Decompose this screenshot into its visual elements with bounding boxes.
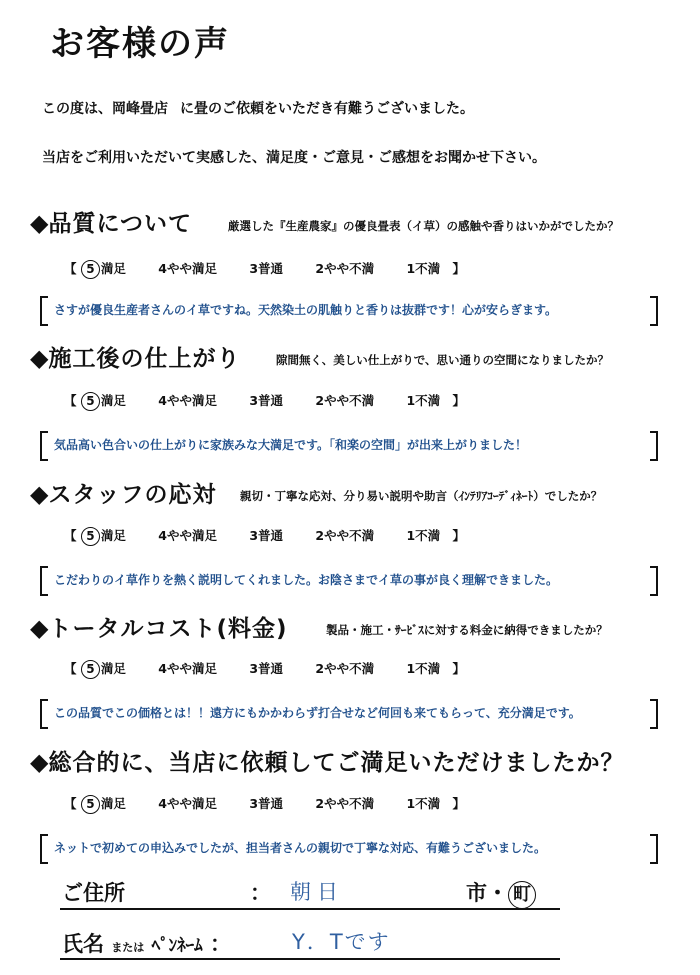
rating-option-4: 4やや満足 <box>158 393 217 408</box>
section-cost-heading <box>30 610 288 643</box>
rating-scale <box>64 391 465 411</box>
rating-option-3: 3普通 <box>249 393 284 408</box>
comment-box <box>40 296 658 322</box>
selected-rating-circle: 5 <box>81 795 100 814</box>
bracket-open: 【 <box>64 796 77 811</box>
machi-circled: 町 <box>508 881 536 909</box>
page-title: お客様の声 <box>50 24 230 64</box>
bracket-left <box>40 834 48 864</box>
bracket-close: 】 <box>452 528 466 543</box>
rating-scale <box>64 659 465 679</box>
name-label-or: または <box>111 941 145 954</box>
name-colon: ： <box>209 932 231 956</box>
rating-option-4: 4やや満足 <box>158 661 217 676</box>
shi-label: 市 <box>466 881 487 905</box>
rating-option-1: 1不満 <box>406 661 441 676</box>
bracket-close: 】 <box>452 393 466 408</box>
rating-option-4: 4やや満足 <box>158 528 217 543</box>
rating-scale <box>64 794 465 814</box>
section-question: 隙間無く、美しい仕上がりで、思い通りの空間になりましたか？ <box>276 353 610 367</box>
customer-comment: さすが優良生産者さんのイ草ですね。天然染土の肌触りと香りは抜群です！心が安らぎます。 <box>54 303 558 317</box>
bracket-close: 】 <box>452 796 466 811</box>
rating-option-1: 1不満 <box>406 261 441 276</box>
intro-prefix: この度は、 <box>42 101 112 117</box>
section-question: 製品・施工・ｻｰﾋﾞｽに対する料金に納得できましたか？ <box>326 623 608 637</box>
shop-name: 岡峰畳店 <box>112 101 168 117</box>
separator-dot: ・ <box>487 881 508 905</box>
address-label: ご住所 <box>62 881 125 905</box>
intro-suffix: に畳のご依頼をいただき有難うございました。 <box>180 101 474 117</box>
bracket-open: 【 <box>64 661 77 676</box>
customer-comment: こだわりのイ草作りを熱く説明してくれました。お陰さまでイ草の事が良く理解できました。 <box>54 573 559 587</box>
diamond-icon: ◆ <box>30 344 49 372</box>
section-question: 厳選した『生産農家』の優良畳表（イ草）の感触や香りはいかがでしたか？ <box>228 219 619 233</box>
diamond-icon: ◆ <box>30 748 49 776</box>
section-title: スタッフの応対 <box>48 482 217 508</box>
name-label-pen: ﾍﾟﾝﾈｰﾑ <box>151 936 203 956</box>
section-title: 品質について <box>48 211 193 237</box>
diamond-icon: ◆ <box>30 614 49 642</box>
rating-option-5: 満足 <box>100 393 126 408</box>
bracket-left <box>40 296 48 326</box>
name-underline <box>60 958 560 960</box>
rating-option-4: 4やや満足 <box>158 261 217 276</box>
bracket-open: 【 <box>64 261 77 276</box>
customer-comment: この品質でこの価格とは！！遠方にもかかわらず打合せなど何回も来てもらって、充分満足です。 <box>54 706 581 720</box>
bracket-left <box>40 699 48 729</box>
section-title: 総合的に、当店に依頼してご満足いただけましたか？ <box>48 750 625 776</box>
customer-comment: ネットで初めての申込みでしたが、担当者さんの親切で丁寧な対応、有難うございました。 <box>54 841 547 855</box>
bracket-left <box>40 431 48 461</box>
comment-box <box>40 431 658 457</box>
section-finish-heading <box>30 340 240 373</box>
address-city-value: 朝日 <box>290 880 344 904</box>
intro-line-2: 当店をご利用いただいて実感した、満足度・ご意見・ご感想をお聞かせ下さい。 <box>42 150 546 166</box>
rating-option-1: 1不満 <box>406 393 441 408</box>
rating-scale <box>64 526 465 546</box>
section-title: 施工後の仕上がり <box>48 346 241 372</box>
rating-option-2: 2やや不満 <box>315 393 375 408</box>
selected-rating-circle: 5 <box>81 392 100 411</box>
bracket-open: 【 <box>64 393 77 408</box>
bracket-open: 【 <box>64 528 77 543</box>
diamond-icon: ◆ <box>30 209 49 237</box>
diamond-icon: ◆ <box>30 480 49 508</box>
bracket-right <box>650 566 658 596</box>
section-overall-heading <box>30 744 624 777</box>
bracket-close: 】 <box>452 661 466 676</box>
bracket-right <box>650 699 658 729</box>
address-city-suffix <box>466 877 536 909</box>
rating-option-2: 2やや不満 <box>315 796 375 811</box>
address-colon: ： <box>250 881 271 905</box>
rating-scale <box>64 259 465 279</box>
rating-option-2: 2やや不満 <box>315 528 375 543</box>
rating-option-4: 4やや満足 <box>158 796 217 811</box>
bracket-close: 】 <box>452 261 466 276</box>
comment-box <box>40 834 658 860</box>
rating-option-3: 3普通 <box>249 661 284 676</box>
address-underline <box>60 908 560 910</box>
comment-box <box>40 699 658 725</box>
rating-option-5: 満足 <box>100 261 126 276</box>
name-label <box>62 928 231 958</box>
section-title: トータルコスト(料金) <box>48 616 288 642</box>
section-quality-heading <box>30 205 192 238</box>
rating-option-3: 3普通 <box>249 796 284 811</box>
section-question: 親切・丁寧な応対、分り易い説明や助言（ｲﾝﾃﾘｱｺｰﾃﾞｨﾈｰﾄ）でしたか？ <box>240 489 603 503</box>
selected-rating-circle: 5 <box>81 660 100 679</box>
rating-option-1: 1不満 <box>406 796 441 811</box>
customer-comment: 気品高い色合いの仕上がりに家族みな大満足です。「和楽の空間」が出来上がりました！ <box>54 438 528 452</box>
rating-option-2: 2やや不満 <box>315 661 375 676</box>
selected-rating-circle: 5 <box>81 527 100 546</box>
name-label-main: 氏名 <box>62 932 104 956</box>
bracket-right <box>650 834 658 864</box>
rating-option-2: 2やや不満 <box>315 261 375 276</box>
bracket-right <box>650 431 658 461</box>
name-value: Y．Tです <box>292 930 391 954</box>
rating-option-3: 3普通 <box>249 261 284 276</box>
rating-option-1: 1不満 <box>406 528 441 543</box>
comment-box <box>40 566 658 592</box>
selected-rating-circle: 5 <box>81 260 100 279</box>
rating-option-3: 3普通 <box>249 528 284 543</box>
bracket-left <box>40 566 48 596</box>
rating-option-5: 満足 <box>100 796 126 811</box>
bracket-right <box>650 296 658 326</box>
section-staff-heading <box>30 476 216 509</box>
intro-line-1 <box>42 98 474 118</box>
rating-option-5: 満足 <box>100 528 126 543</box>
rating-option-5: 満足 <box>100 661 126 676</box>
